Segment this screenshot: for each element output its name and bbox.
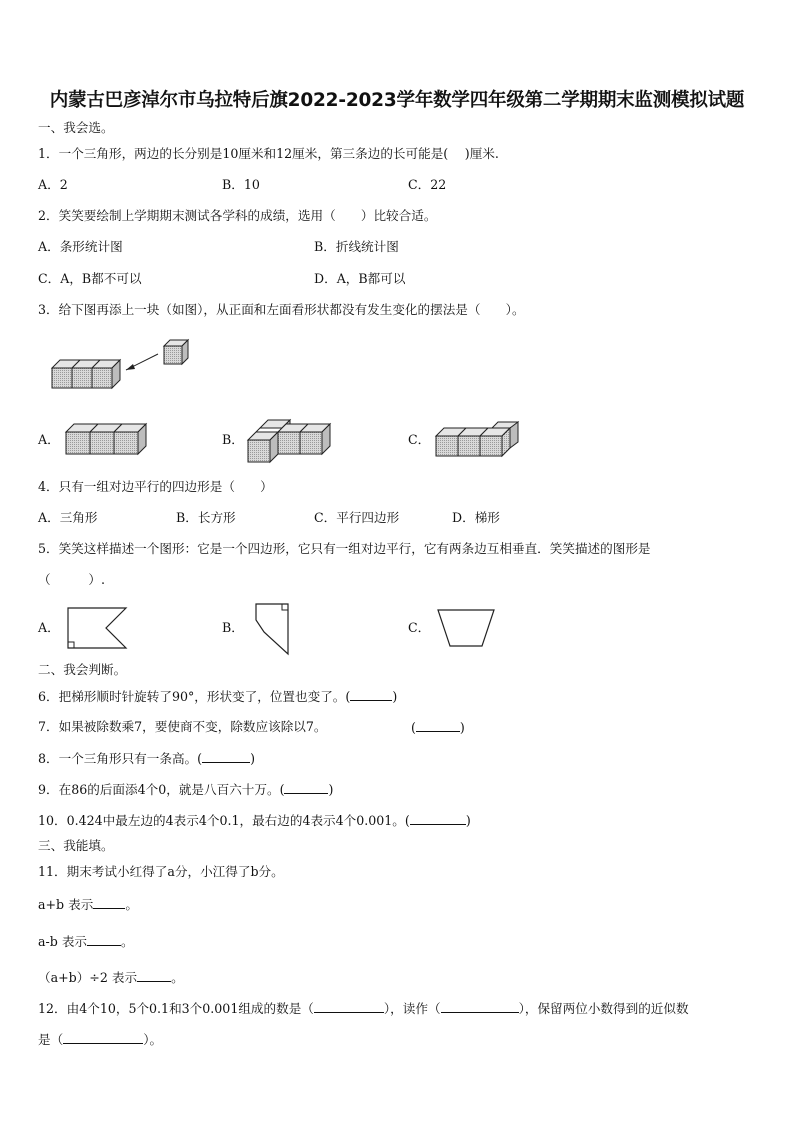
question-12-number-blank[interactable] — [314, 1000, 384, 1013]
question-1-stem: 1．一个三角形，两边的长分别是10厘米和12厘米，第三条边的长可能是( )厘米. — [38, 146, 499, 161]
question-12-part4: 是（ — [38, 1032, 64, 1047]
question-11-line1 — [38, 896, 138, 913]
question-12-part1: 12．由4个10，5个0.1和3个0.001组成的数是（ — [38, 1001, 314, 1016]
question-11-line2-period: 。 — [121, 934, 134, 949]
question-4-option-d: D．梯形 — [452, 510, 500, 525]
question-4-stem: 4．只有一组对边平行的四边形是（ ） — [38, 479, 273, 494]
question-5-stem-line1: 5．笑笑这样描述一个图形：它是一个四边形，它只有一组对边平行，它有两条边互相垂直．笑笑描述的图形是 — [38, 541, 651, 556]
section-heading-choice: 一、我会选。 — [38, 120, 114, 135]
question-6 — [38, 688, 397, 705]
question-11-line3-text: （a+b）÷2 表示 — [38, 970, 138, 985]
question-5-option-a-figure — [64, 604, 132, 652]
question-8 — [38, 750, 255, 767]
question-5-option-b-figure — [252, 600, 300, 658]
question-8-text: 8．一个三角形只有一条高。( — [38, 751, 203, 766]
question-2-stem: 2．笑笑要绘制上学期期末测试各学科的成绩，选用（ ）比较合适。 — [38, 208, 437, 223]
question-9-answer-blank[interactable] — [284, 781, 328, 794]
question-2-option-b: B．折线统计图 — [314, 239, 399, 254]
question-5-option-b: B． — [222, 620, 244, 635]
question-3-stem: 3．给下图再添上一块（如图），从正面和左面看形状都没有发生变化的摆法是（ ）。 — [38, 302, 525, 317]
question-5-option-c-figure — [436, 606, 498, 650]
section-heading-fill: 三、我能填。 — [38, 838, 114, 853]
question-7 — [38, 719, 327, 735]
question-6-answer-blank[interactable] — [350, 688, 392, 701]
question-4-option-a: A．三角形 — [38, 510, 98, 525]
question-1-option-c: C．22 — [408, 177, 447, 192]
question-12-part2: ），读作（ — [383, 1001, 441, 1016]
question-5-stem-line2: （ ）. — [38, 572, 105, 587]
question-12-line2 — [38, 1031, 162, 1048]
question-12-approx-blank[interactable] — [63, 1031, 143, 1044]
question-3-option-b: B． — [222, 432, 244, 447]
question-11-line1-blank[interactable] — [93, 896, 125, 909]
question-11-line2-text: a-b 表示 — [38, 934, 88, 949]
question-7-answer — [411, 719, 465, 736]
question-11-stem: 11．期末考试小红得了a分，小江得了b分。 — [38, 864, 284, 879]
question-8-close: ) — [250, 751, 255, 766]
question-12-part5: ）。 — [143, 1032, 163, 1047]
question-3-option-a-figure — [62, 418, 152, 458]
question-7-answer-blank[interactable] — [416, 719, 460, 732]
question-11-line1-period: 。 — [125, 897, 138, 912]
question-3-option-c: C． — [408, 432, 431, 447]
question-3-base-figure — [40, 336, 200, 396]
question-3-option-a: A． — [38, 432, 60, 447]
question-2-option-d: D．A，B都可以 — [314, 271, 406, 286]
question-1-option-b: B．10 — [222, 177, 260, 192]
question-12-reading-blank[interactable] — [441, 1000, 519, 1013]
question-4-option-b: B．长方形 — [176, 510, 236, 525]
question-12-part3: ），保留两位小数得到的近似数 — [518, 1001, 689, 1016]
question-10-text: 10．0.424中最左边的4表示4个0.1，最右边的4表示4个0.001。( — [38, 813, 410, 828]
page-title: 内蒙古巴彦淖尔市乌拉特后旗2022-2023学年数学四年级第二学期期末监测模拟试题 — [49, 90, 745, 111]
question-6-text: 6．把梯形顺时针旋转了90°，形状变了，位置也变了。( — [38, 689, 351, 704]
question-9-close: ) — [328, 782, 334, 797]
question-7-text: 7．如果被除数乘7，要使商不变，除数应该除以7。 — [38, 719, 327, 734]
question-4-option-c: C．平行四边形 — [314, 510, 400, 525]
question-11-line2 — [38, 933, 134, 950]
section-heading-judge: 二、我会判断。 — [38, 662, 127, 677]
question-7-close: ) — [459, 720, 465, 735]
question-11-line3-blank[interactable] — [137, 969, 171, 982]
question-11-line1-text: a+b 表示 — [38, 897, 94, 912]
question-7-open: ( — [411, 720, 416, 735]
question-10-answer-blank[interactable] — [410, 812, 466, 825]
question-12-line1 — [38, 1000, 689, 1017]
question-1-option-a: A．2 — [38, 177, 68, 192]
question-10 — [38, 812, 471, 829]
question-11-line2-blank[interactable] — [87, 933, 121, 946]
question-5-option-c: C． — [408, 620, 431, 635]
question-9-text: 9．在86的后面添4个0，就是八百六十万。( — [38, 782, 285, 797]
question-11-line3-period: 。 — [171, 970, 184, 985]
question-3-option-b-figure — [246, 416, 338, 466]
question-9 — [38, 781, 333, 798]
question-2-option-a: A．条形统计图 — [38, 239, 123, 254]
question-6-close: ) — [392, 689, 398, 704]
question-3-option-c-figure — [432, 418, 524, 460]
question-2-option-c: C．A，B都不可以 — [38, 271, 142, 286]
question-10-close: ) — [465, 813, 471, 828]
question-8-answer-blank[interactable] — [202, 750, 250, 763]
question-11-line3 — [38, 969, 184, 986]
question-5-option-a: A． — [38, 620, 60, 635]
